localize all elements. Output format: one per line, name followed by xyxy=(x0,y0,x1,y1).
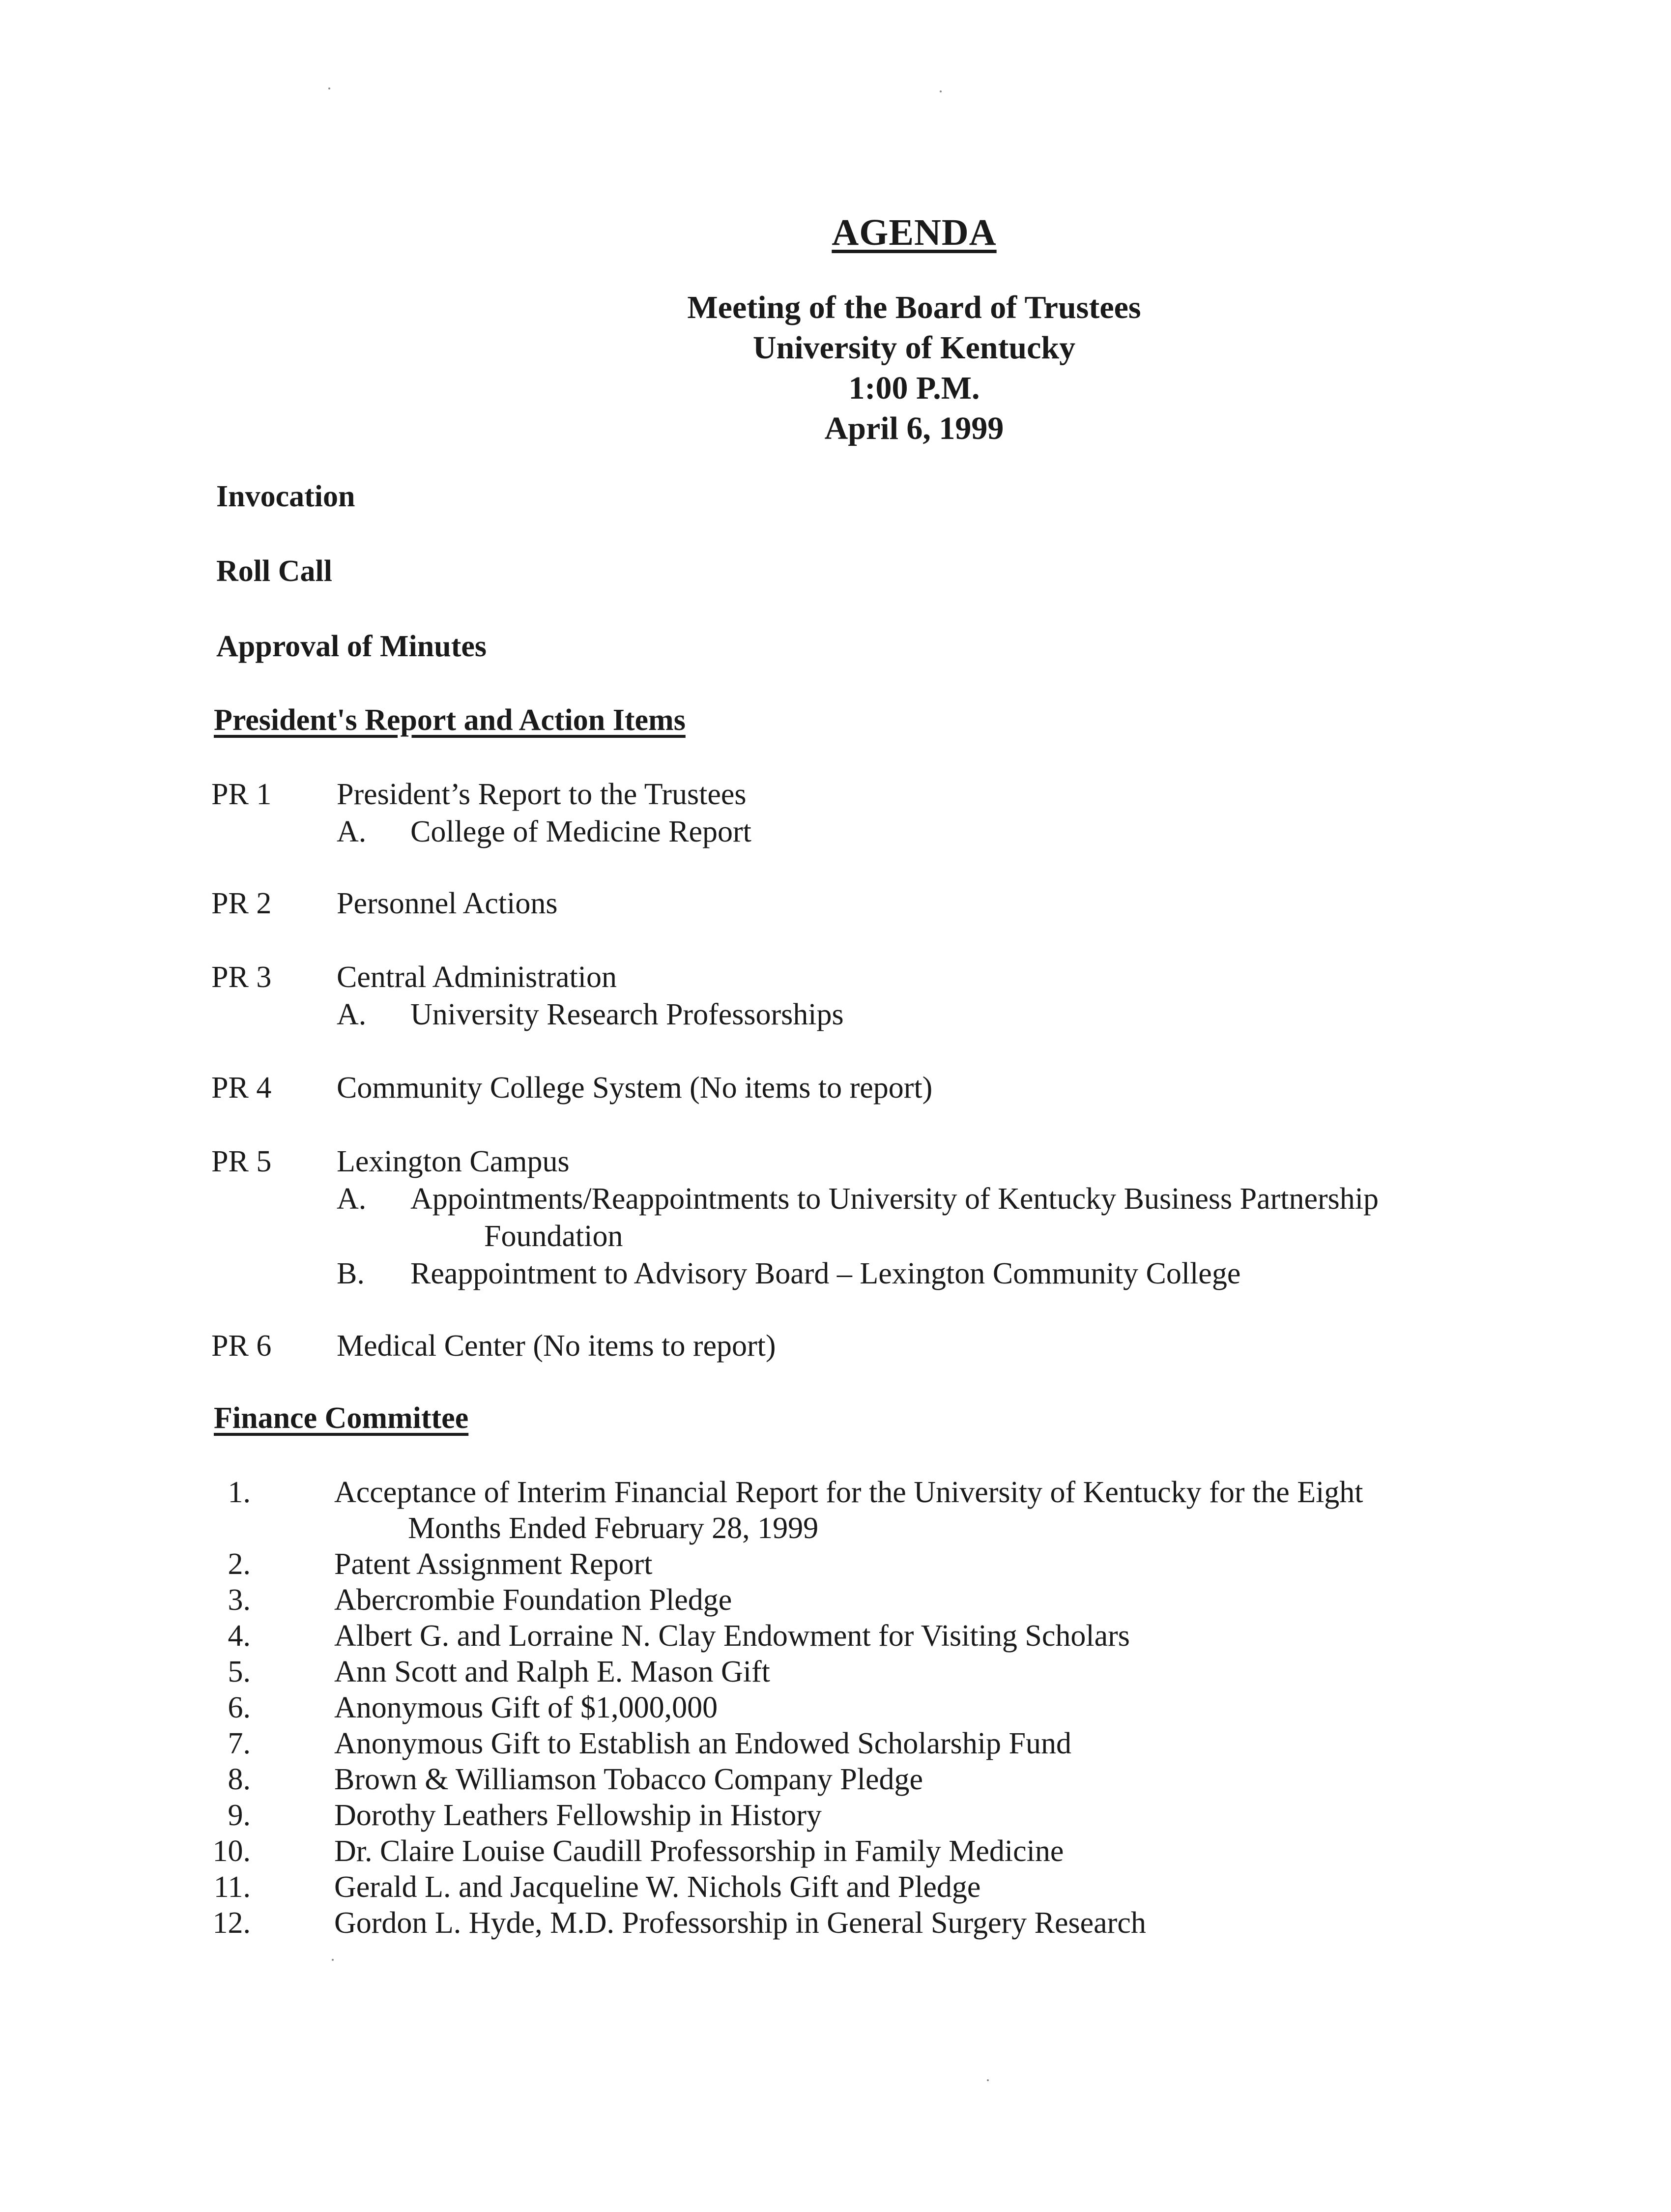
pr-subitem xyxy=(337,996,1664,1033)
item-text: Brown & Williamson Tobacco Company Pledge xyxy=(334,1763,923,1796)
roll-call-heading: Roll Call xyxy=(216,554,332,588)
item-text xyxy=(334,1475,1661,1546)
item-text: Albert G. and Lorraine N. Clay Endowment for Visiting Scholars xyxy=(334,1619,1130,1653)
institution-name: University of Kentucky xyxy=(752,330,1076,366)
item-number: 10. xyxy=(212,1834,251,1868)
subitem-letter: A. xyxy=(337,815,367,848)
scan-speck xyxy=(987,2079,989,2081)
finance-committee-heading: Finance Committee xyxy=(214,1401,469,1435)
meeting-date: April 6, 1999 xyxy=(824,410,1004,446)
item-number: 7. xyxy=(228,1727,251,1760)
scan-speck xyxy=(940,90,942,92)
subitem-text: University Research Professorships xyxy=(410,998,844,1031)
pr-title: Community College System (No items to report) xyxy=(337,1071,933,1105)
scan-speck xyxy=(328,87,330,89)
item-number: 9. xyxy=(228,1799,251,1832)
approval-heading: Approval of Minutes xyxy=(216,630,487,663)
pr-body xyxy=(337,1327,1664,1365)
item-number: 1. xyxy=(228,1476,251,1509)
item-number: 3. xyxy=(228,1583,251,1617)
pr-body xyxy=(337,1069,1664,1106)
item-text: Patent Assignment Report xyxy=(334,1547,653,1581)
pr-body xyxy=(337,1143,1664,1292)
pr-code: PR 6 xyxy=(211,1329,272,1363)
pr-title: President’s Report to the Trustees xyxy=(337,778,747,811)
pr-subitem xyxy=(337,1255,1664,1292)
item-text-line: Acceptance of Interim Financial Report for the University of Kentucky for the Eight xyxy=(334,1476,1363,1509)
item-number: 12. xyxy=(212,1906,251,1940)
invocation-heading: Invocation xyxy=(216,480,355,513)
pr-title: Medical Center (No items to report) xyxy=(337,1329,776,1363)
pr-code: PR 1 xyxy=(211,778,272,811)
pr-body xyxy=(337,959,1664,1033)
item-number: 8. xyxy=(228,1763,251,1796)
item-text: Ann Scott and Ralph E. Mason Gift xyxy=(334,1655,770,1688)
meeting-info xyxy=(0,288,1671,449)
pr-body xyxy=(337,885,1664,922)
pr-code: PR 4 xyxy=(211,1071,272,1105)
presidents-report-heading: President's Report and Action Items xyxy=(214,703,686,737)
pr-code: PR 2 xyxy=(211,887,272,920)
scan-speck xyxy=(332,1959,334,1961)
pr-subitem xyxy=(337,1180,1664,1255)
item-text: Anonymous Gift to Establish an Endowed Scholarship Fund xyxy=(334,1727,1071,1760)
pr-title: Personnel Actions xyxy=(337,887,558,920)
meeting-time: 1:00 P.M. xyxy=(848,370,980,406)
item-text: Dorothy Leathers Fellowship in History xyxy=(334,1799,822,1832)
meeting-name: Meeting of the Board of Trustees xyxy=(687,290,1141,325)
item-number: 5. xyxy=(228,1655,251,1688)
pr-title: Central Administration xyxy=(337,960,617,994)
item-text: Gerald L. and Jacqueline W. Nichols Gift and Pledge xyxy=(334,1870,981,1904)
subitem-text: Reappointment to Advisory Board – Lexington Community College xyxy=(410,1257,1241,1290)
item-text: Abercrombie Foundation Pledge xyxy=(334,1583,732,1617)
pr-code: PR 3 xyxy=(211,960,272,994)
pr-subitem xyxy=(337,813,1664,850)
pr-title: Lexington Campus xyxy=(337,1145,570,1178)
item-text: Dr. Claire Louise Caudill Professorship in Family Medicine xyxy=(334,1834,1064,1868)
item-text: Anonymous Gift of $1,000,000 xyxy=(334,1691,718,1724)
item-number: 6. xyxy=(228,1691,251,1724)
subitem-continuation: Foundation xyxy=(484,1220,623,1253)
item-number: 4. xyxy=(228,1619,251,1653)
subitem-text: Appointments/Reappointments to University of Kentucky Business Partnership xyxy=(410,1182,1379,1216)
subitem-letter: A. xyxy=(337,1182,367,1216)
subitem-text: College of Medicine Report xyxy=(410,815,751,848)
agenda-title: AGENDA xyxy=(832,212,997,253)
item-text: Gordon L. Hyde, M.D. Professorship in General Surgery Research xyxy=(334,1906,1146,1940)
pr-body xyxy=(337,776,1664,850)
item-number: 11. xyxy=(213,1870,251,1904)
item-text-continuation: Months Ended February 28, 1999 xyxy=(408,1512,819,1545)
pr-code: PR 5 xyxy=(211,1145,272,1178)
subitem-letter: A. xyxy=(337,998,367,1031)
item-number: 2. xyxy=(228,1547,251,1581)
subitem-letter: B. xyxy=(337,1257,365,1290)
